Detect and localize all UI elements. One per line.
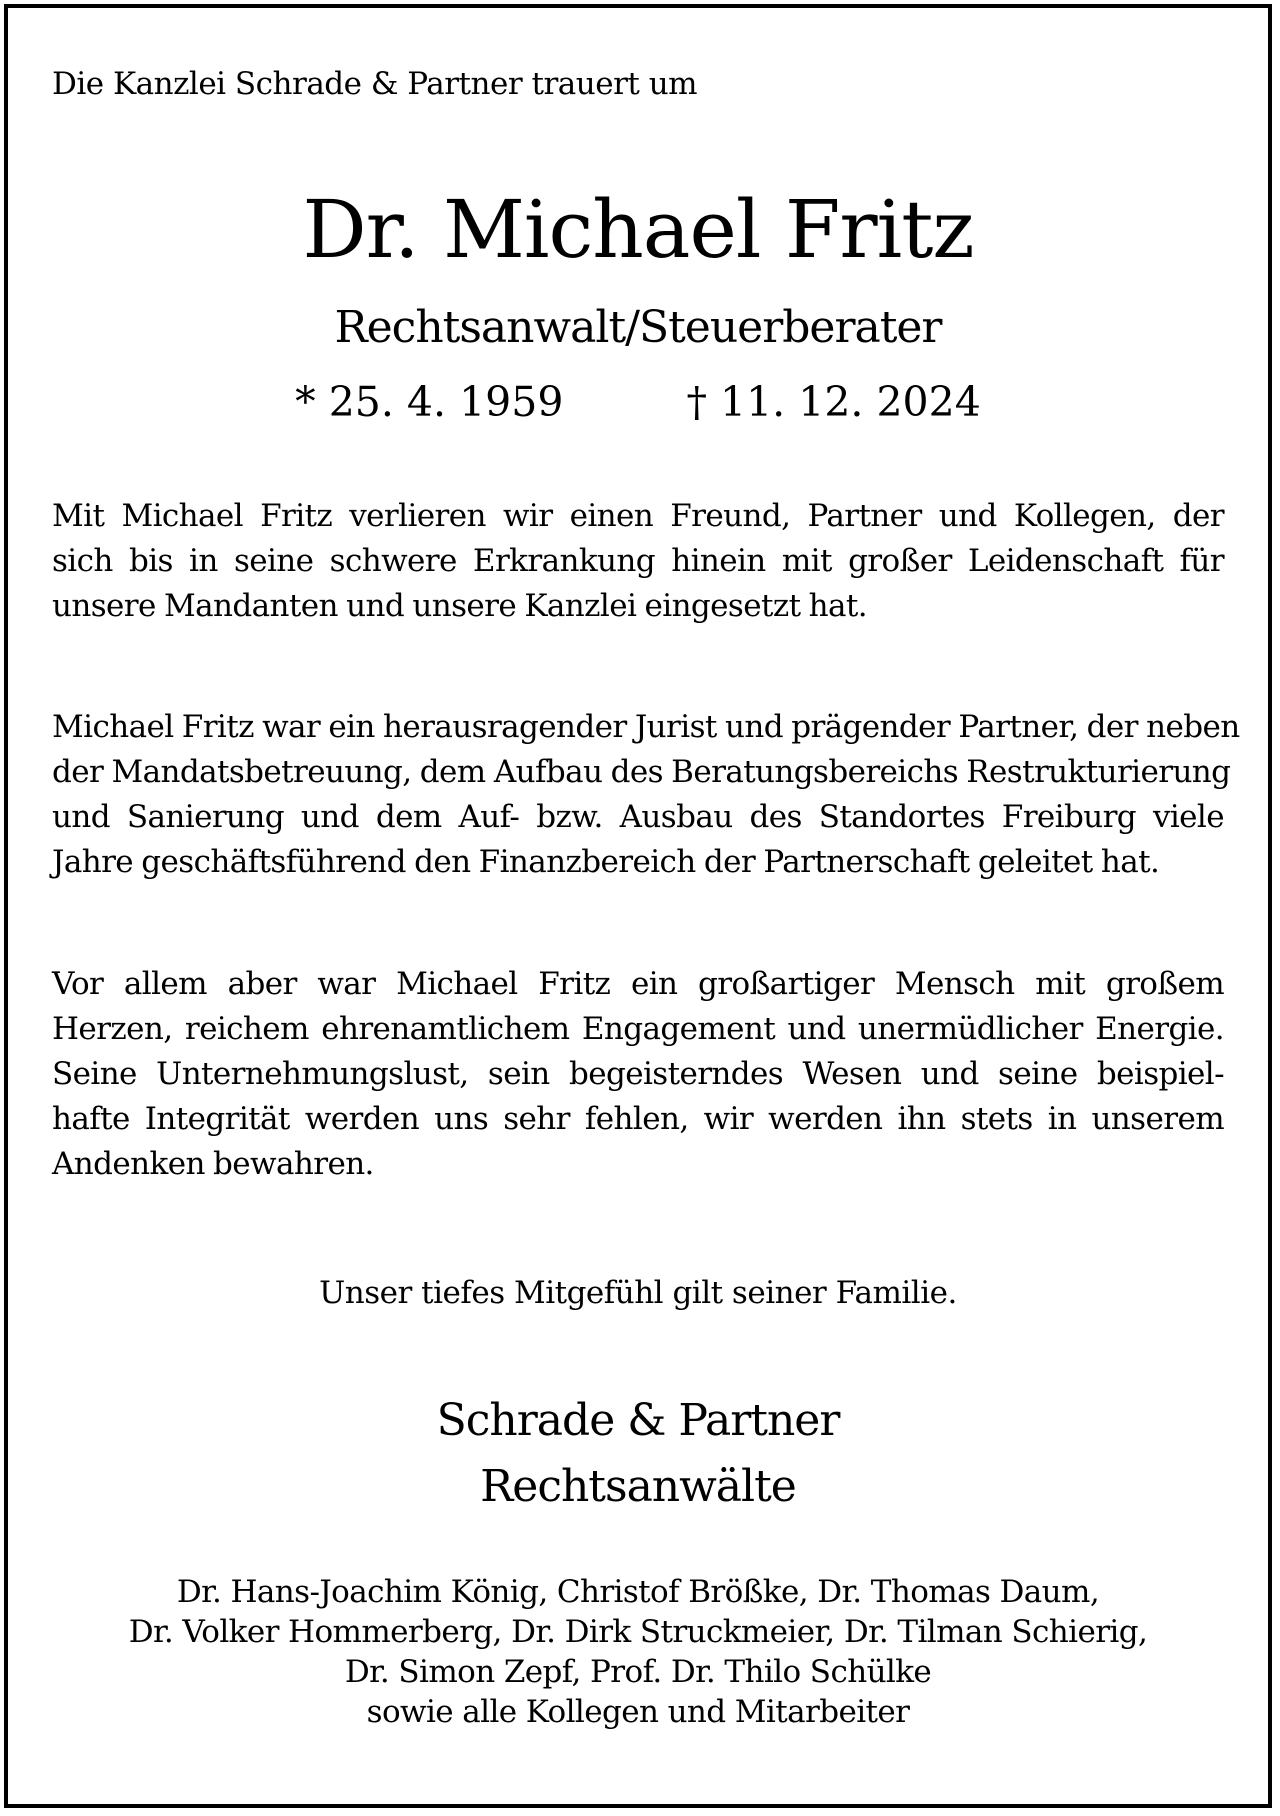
- paragraph-line: hafte Integrität werden uns sehr fehlen, wir werden ihn stets in unserem: [52, 1101, 1224, 1137]
- paragraph-1: [52, 494, 1224, 629]
- firm-name: Schrade & Partner: [436, 1395, 840, 1446]
- partner-line: Dr. Hans-Joachim König, Christof Brößke, Dr. Thomas Daum,: [176, 1574, 1100, 1610]
- paragraph-line: Andenken bewahren.: [52, 1146, 374, 1182]
- death-date: † 11. 12. 2024: [686, 378, 981, 426]
- paragraph-line: Jahre geschäftsführend den Finanzbereich der Partnerschaft geleitet hat.: [52, 844, 1160, 880]
- paragraph-line: Vor allem aber war Michael Fritz ein großartiger Mensch mit großem: [52, 966, 1224, 1002]
- deceased-name: Dr. Michael Fritz: [302, 183, 974, 276]
- paragraph-line: der Mandatsbetreuung, dem Aufbau des Beratungsbereichs Restrukturierung: [52, 754, 1231, 790]
- paragraph-3: [52, 962, 1224, 1187]
- partner-list: [52, 1572, 1224, 1732]
- paragraph-2: [52, 705, 1240, 885]
- paragraph-line: Michael Fritz war ein herausragender Jurist und prägender Partner, der neben: [52, 709, 1240, 745]
- partner-line: Dr. Volker Hommerberg, Dr. Dirk Struckmeier, Dr. Tilman Schierig,: [128, 1614, 1148, 1650]
- partner-line: sowie alle Kollegen und Mitarbeiter: [366, 1694, 910, 1730]
- paragraph-line: Herzen, reichem ehrenamtlichem Engagement und unermüdlicher Energie.: [52, 1011, 1224, 1047]
- paragraph-line: sich bis in seine schwere Erkrankung hinein mit großer Leidenschaft für: [52, 543, 1224, 579]
- birth-date: * 25. 4. 1959: [295, 378, 564, 426]
- firm-subtitle: Rechtsanwälte: [480, 1461, 796, 1512]
- profession: Rechtsanwalt/Steuerberater: [334, 302, 942, 353]
- life-dates: [52, 378, 1224, 426]
- paragraph-line: und Sanierung und dem Auf- bzw. Ausbau des Standortes Freiburg viele: [52, 799, 1224, 835]
- partner-line: Dr. Simon Zepf, Prof. Dr. Thilo Schülke: [344, 1654, 932, 1690]
- paragraph-line: Seine Unternehmungslust, sein begeisterndes Wesen und seine beispiel-: [52, 1056, 1224, 1092]
- paragraph-line: unsere Mandanten und unsere Kanzlei eingesetzt hat.: [52, 588, 868, 624]
- intro-line: Die Kanzlei Schrade & Partner trauert um: [52, 66, 698, 102]
- paragraph-line: Mit Michael Fritz verlieren wir einen Freund, Partner und Kollegen, der: [52, 498, 1224, 534]
- condolence-line: Unser tiefes Mitgefühl gilt seiner Familie.: [319, 1275, 957, 1311]
- firm-signature: [52, 1388, 1224, 1520]
